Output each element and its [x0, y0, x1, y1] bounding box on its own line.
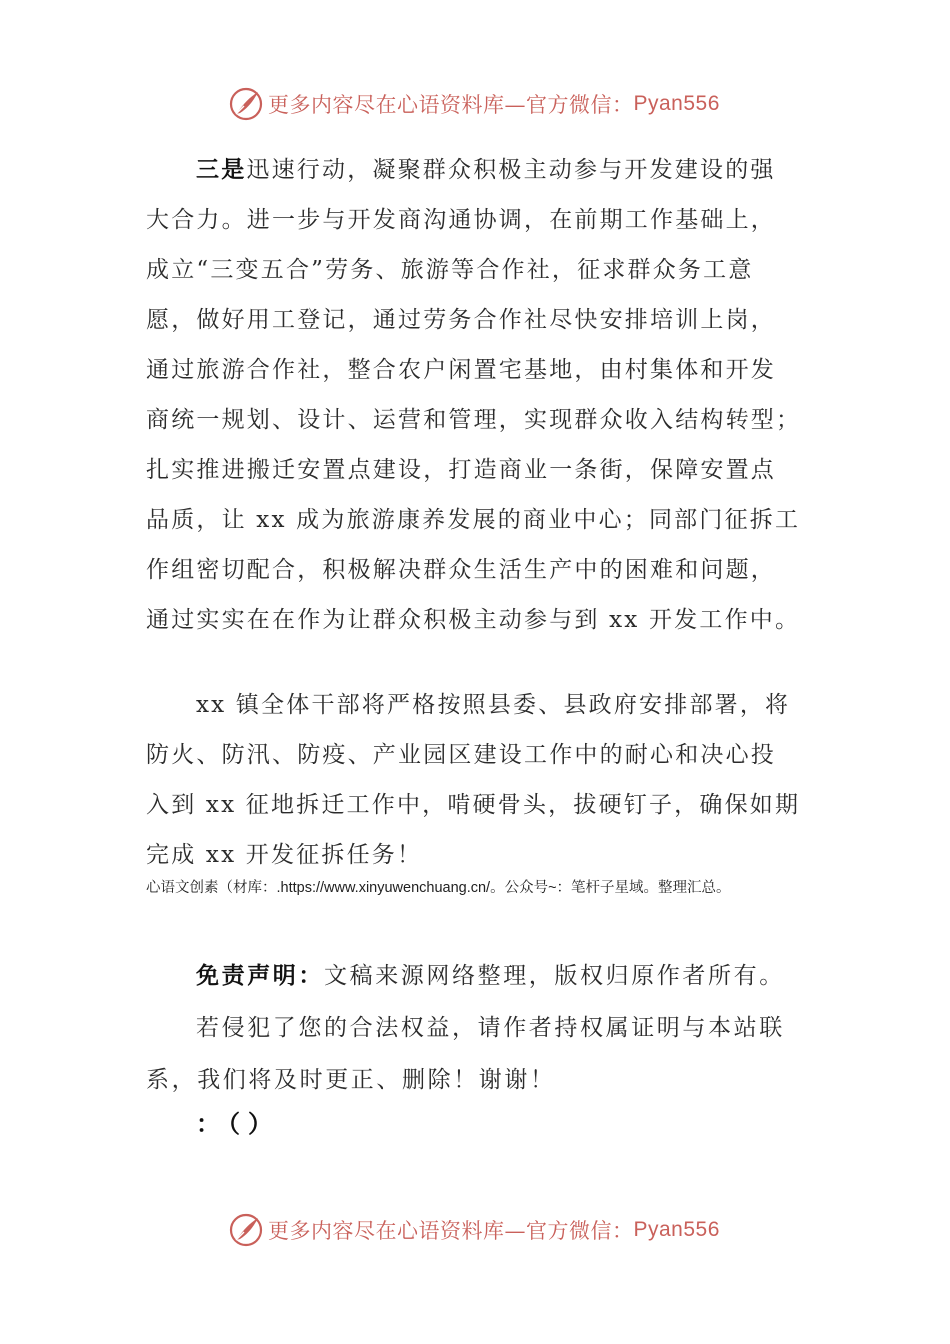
paragraph-2-line: 入到 xx 征地拆迁工作中，啃硬骨头，拔硬钉子，确保如期 [146, 792, 801, 818]
footer-wechat-id: Pyan556 [633, 1218, 720, 1241]
paragraph-1-line: 商统一规划、设计、运营和管理，实现群众收入结构转型； [146, 407, 802, 433]
disclaimer-line [146, 950, 826, 1002]
paragraph-1-line: 作组密切配合，积极解决群众生活生产中的困难和问题， [146, 557, 776, 583]
paragraph-2 [146, 680, 801, 880]
paragraph-1-lead: 三是 [196, 157, 247, 183]
disclaimer [146, 950, 826, 1106]
paragraph-1 [146, 145, 802, 645]
paragraph-1-line: 品质，让 xx 成为旅游康养发展的商业中心；同部门征拆工 [146, 507, 801, 533]
disclaimer-text: 文稿来源网络整理，版权归原作者所有。 [324, 963, 785, 989]
header-banner-text: 更多内容尽在心语资料库—官方微信： [268, 93, 634, 117]
paragraph-1-line [146, 145, 796, 195]
header-banner [228, 84, 720, 124]
paragraph-2-line: 防火、防汛、防疫、产业园区建设工作中的耐心和决心投 [146, 742, 776, 768]
paragraph-1-line-text: 迅速行动，凝聚群众积极主动参与开发建设的强 [246, 157, 776, 183]
footer-banner [228, 1210, 720, 1250]
quill-pen-logo-icon [228, 1212, 264, 1248]
disclaimer-label: 免责声明： [196, 963, 324, 989]
source-note: 心语文创素（材库：.https://www.xinyuwenchuang.cn/。公众号~：笔杆子星域。整理汇总。 [146, 880, 731, 896]
paragraph-1-line: 愿，做好用工登记，通过劳务合作社尽快安排培训上岗， [146, 307, 776, 333]
header-wechat-id: Pyan556 [633, 92, 720, 115]
paragraph-2-line: xx 镇全体干部将严格按照县委、县政府安排部署，将 [196, 692, 791, 718]
paragraph-2-line: 完成 xx 开发征拆任务！ [146, 842, 423, 868]
disclaimer-line: 若侵犯了您的合法权益，请作者持权属证明与本站联 [196, 1015, 785, 1041]
paragraph-1-line: 通过旅游合作社，整合农户闲置宅基地，由村集体和开发 [146, 357, 776, 383]
disclaimer-line: 系，我们将及时更正、删除！谢谢！ [146, 1067, 556, 1093]
paragraph-1-line: 大合力。进一步与开发商沟通协调，在前期工作基础上， [146, 207, 776, 233]
trailing-marks: ：（） [196, 1110, 280, 1138]
footer-banner-text: 更多内容尽在心语资料库—官方微信： [268, 1219, 634, 1243]
paragraph-1-line: 通过实实在在作为让群众积极主动参与到 xx 开发工作中。 [146, 607, 801, 633]
paragraph-1-line: 扎实推进搬迁安置点建设，打造商业一条街，保障安置点 [146, 457, 776, 483]
paragraph-1-line: 成立“三变五合”劳务、旅游等合作社，征求群众务工意 [146, 257, 754, 283]
quill-pen-logo-icon [228, 86, 264, 122]
